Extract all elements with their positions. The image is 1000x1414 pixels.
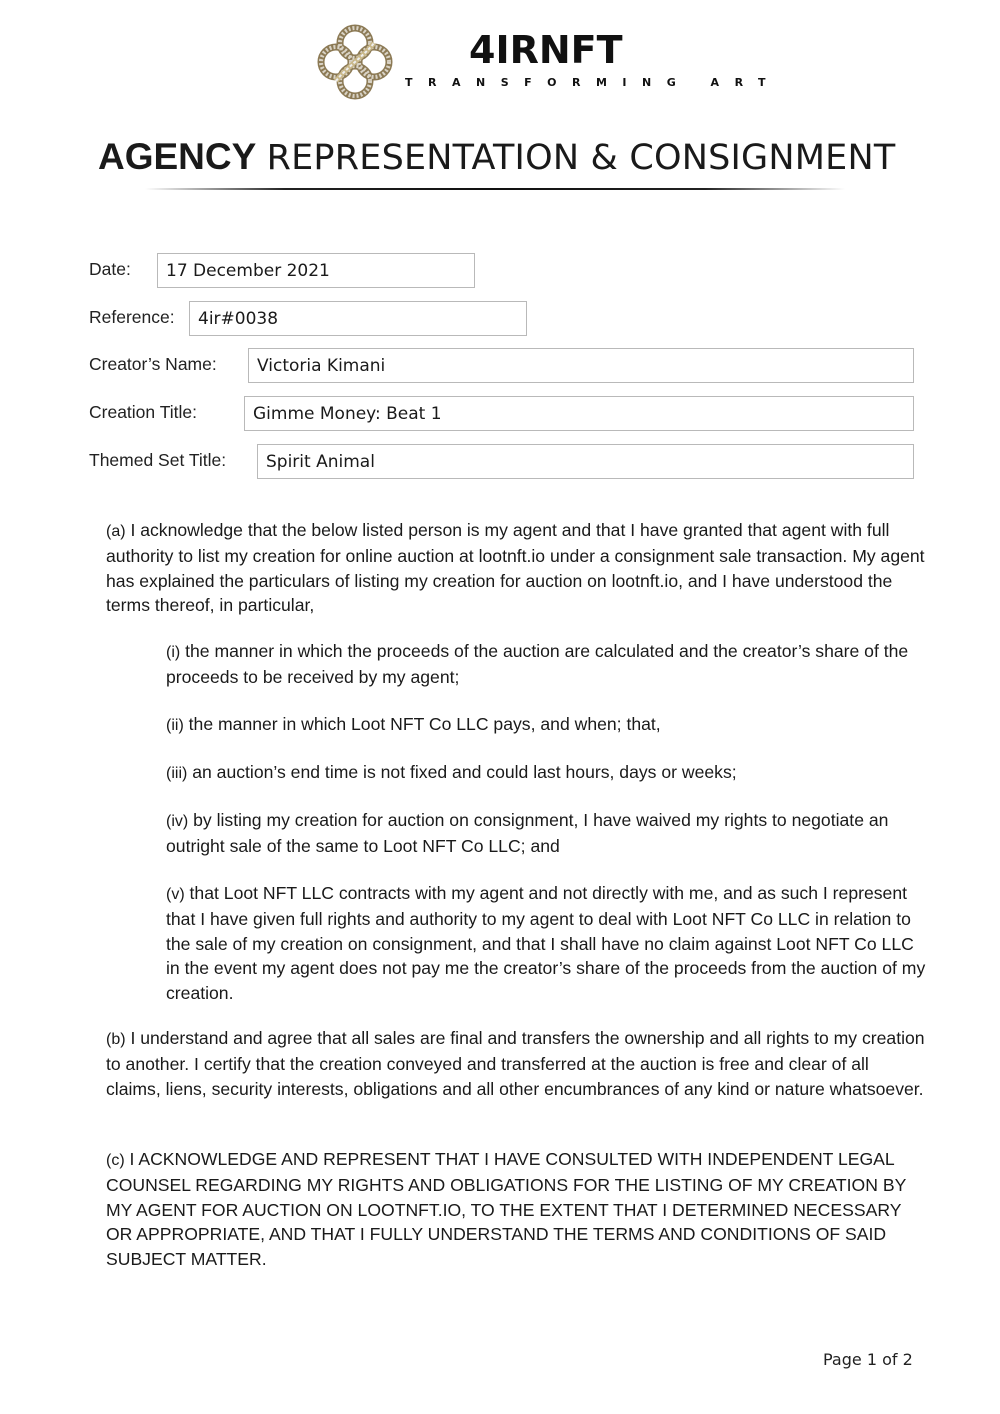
reference-label: Reference: — [89, 307, 175, 327]
brand-name: 4IRNFT — [469, 28, 623, 72]
brand-tagline: TRANSFORMING ART — [405, 76, 782, 89]
clause-text: the manner in which Loot NFT Co LLC pays, and when; that, — [188, 714, 661, 734]
creator-name-field[interactable]: Victoria Kimani — [248, 348, 914, 383]
clause-c — [106, 1147, 906, 1271]
creator-name-label: Creator’s Name: — [89, 354, 217, 374]
clause-text: I ACKNOWLEDGE AND REPRESENT THAT I HAVE CONSULTED WITH INDEPENDENT LEGAL COUNSEL REGARDING MY RIGHTS AND OBLIGATIONS FOR THE LISTING OF MY CREATION BY MY AGENT FOR AUCTION ON LOOTNFT.IO, TO THE EXTENT THAT I DETERMINED NECESSARY OR APPROPRIATE, AND THAT I FULLY UNDERSTAND THE TERMS AND CONDITIONS OF SAID SUBJECT MATTER. — [106, 1149, 906, 1269]
title-divider — [145, 188, 845, 190]
clause-ii — [166, 712, 918, 738]
themed-set-title-label: Themed Set Title: — [89, 450, 227, 470]
clause-marker: (c) — [106, 1152, 125, 1169]
clause-a — [106, 518, 928, 618]
clause-b — [106, 1026, 928, 1101]
themed-set-title-field[interactable]: Spirit Animal — [257, 444, 914, 479]
title-rest: REPRESENTATION & CONSIGNMENT — [266, 138, 896, 178]
creation-title-field[interactable]: Gimme Money: Beat 1 — [244, 396, 914, 431]
clause-iv — [166, 808, 918, 859]
clause-text: the manner in which the proceeds of the auction are calculated and the creator’s share of the proceeds to be received by my agent; — [166, 641, 909, 688]
date-label: Date: — [89, 259, 131, 279]
title-bold: AGENCY — [98, 136, 257, 177]
clause-text: that Loot NFT LLC contracts with my agent and not directly with me, and as such I represent that I have given full rights and authority to my agent to deal with Loot NFT Co LLC in relation to the sale of my creation on consignment, and that I shall have no claim against Loot NFT Co LLC in the event my agent does not pay me the creator’s share of the proceeds from the auction of my creation. — [166, 883, 926, 1003]
reference-field[interactable]: 4ir#0038 — [189, 301, 527, 336]
clause-marker: (iv) — [166, 813, 189, 830]
clause-text: by listing my creation for auction on consignment, I have waived my rights to negotiate an outright sale of the same to Loot NFT Co LLC; and — [166, 810, 889, 857]
clause-marker: (iii) — [166, 765, 188, 782]
clause-marker: (ii) — [166, 717, 184, 734]
clause-text: I understand and agree that all sales are final and transfers the ownership and all rights to my creation to another. I certify that the creation conveyed and transferred at the auction is free and clear of all claims, liens, security interests, obligations and all other encumbrances of any kind or nature whatsoever. — [106, 1028, 925, 1099]
clause-marker: (a) — [106, 523, 126, 540]
date-field[interactable]: 17 December 2021 — [157, 253, 475, 288]
creation-title-label: Creation Title: — [89, 402, 197, 422]
document-title — [98, 134, 908, 181]
celtic-knot-logo-icon — [316, 23, 394, 101]
clause-marker: (b) — [106, 1031, 126, 1048]
clause-i — [166, 639, 918, 690]
logo — [316, 22, 394, 102]
brand-block — [405, 30, 781, 89]
page-number: Page 1 of 2 — [823, 1350, 913, 1369]
clause-iii — [166, 760, 918, 786]
clause-marker: (v) — [166, 886, 185, 903]
clause-marker: (i) — [166, 644, 181, 661]
clause-text: I acknowledge that the below listed person is my agent and that I have granted that agent with full authority to list my creation for online auction at lootnft.io under a consignment sale transaction. My agent has explained the particulars of listing my creation for auction on lootnft.io, and I have understood the terms thereof, in particular, — [106, 520, 925, 616]
clause-v — [166, 881, 926, 1005]
clause-text: an auction’s end time is not fixed and could last hours, days or weeks; — [192, 762, 737, 782]
